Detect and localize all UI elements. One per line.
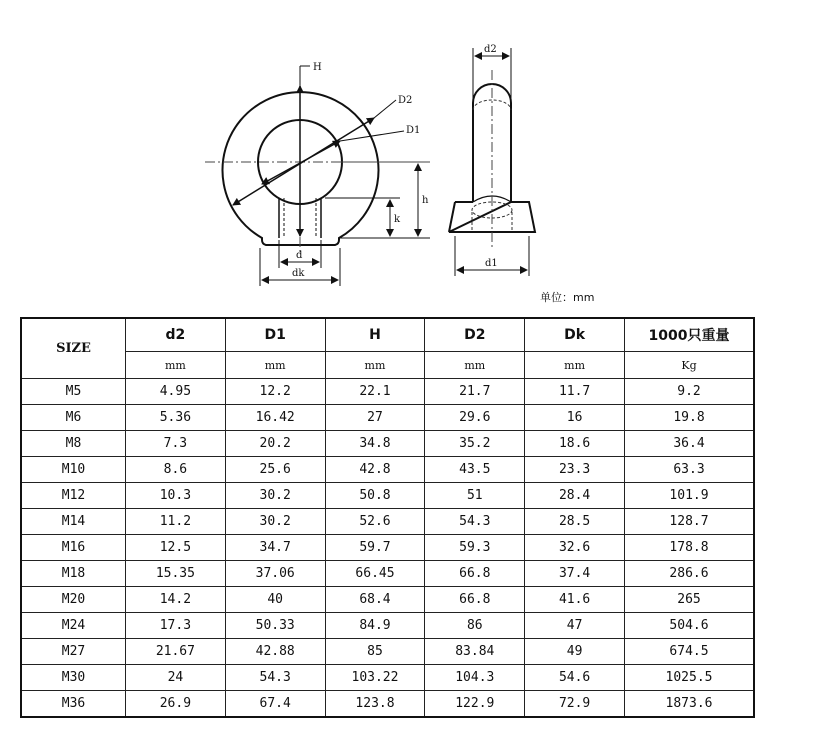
value-cell: 24 — [126, 665, 226, 691]
table-row — [21, 431, 754, 457]
value-cell: 50.8 — [325, 483, 425, 509]
value-cell: 36.4 — [625, 431, 755, 457]
unit-D2: mm — [425, 352, 525, 379]
value-cell: 18.6 — [525, 431, 625, 457]
size-cell: M12 — [21, 483, 126, 509]
value-cell: 11.7 — [525, 379, 625, 405]
value-cell: 72.9 — [525, 691, 625, 718]
value-cell: 1873.6 — [625, 691, 755, 718]
label-dk: dk — [292, 268, 305, 279]
table-row — [21, 613, 754, 639]
value-cell: 12.2 — [225, 379, 325, 405]
label-d: d — [296, 250, 303, 261]
value-cell: 52.6 — [325, 509, 425, 535]
value-cell: 47 — [525, 613, 625, 639]
value-cell: 5.36 — [126, 405, 226, 431]
value-cell: 66.45 — [325, 561, 425, 587]
table-body — [21, 379, 754, 718]
table-row — [21, 405, 754, 431]
value-cell: 59.7 — [325, 535, 425, 561]
value-cell: 23.3 — [525, 457, 625, 483]
table-row — [21, 535, 754, 561]
value-cell: 49 — [525, 639, 625, 665]
size-header: SIZE — [21, 318, 126, 379]
size-cell: M5 — [21, 379, 126, 405]
value-cell: 67.4 — [225, 691, 325, 718]
table-row — [21, 691, 754, 718]
value-cell: 20.2 — [225, 431, 325, 457]
table-row — [21, 665, 754, 691]
table-row — [21, 483, 754, 509]
size-cell: M18 — [21, 561, 126, 587]
value-cell: 51 — [425, 483, 525, 509]
value-cell: 66.8 — [425, 561, 525, 587]
col-header-H: H — [325, 318, 425, 352]
value-cell: 4.95 — [126, 379, 226, 405]
size-cell: M30 — [21, 665, 126, 691]
value-cell: 27 — [325, 405, 425, 431]
size-cell: M10 — [21, 457, 126, 483]
value-cell: 37.06 — [225, 561, 325, 587]
size-cell: M27 — [21, 639, 126, 665]
value-cell: 123.8 — [325, 691, 425, 718]
table-row — [21, 587, 754, 613]
value-cell: 1025.5 — [625, 665, 755, 691]
label-d1: d1 — [485, 258, 498, 269]
spec-table — [20, 317, 755, 718]
value-cell: 21.7 — [425, 379, 525, 405]
value-cell: 25.6 — [225, 457, 325, 483]
col-header-weight: 1000只重量 — [625, 318, 755, 352]
value-cell: 11.2 — [126, 509, 226, 535]
value-cell: 26.9 — [126, 691, 226, 718]
col-header-D2: D2 — [425, 318, 525, 352]
size-cell: M24 — [21, 613, 126, 639]
label-h: h — [422, 195, 429, 206]
value-cell: 104.3 — [425, 665, 525, 691]
front-view-centerlines — [205, 75, 430, 252]
value-cell: 12.5 — [126, 535, 226, 561]
value-cell: 50.33 — [225, 613, 325, 639]
value-cell: 54.6 — [525, 665, 625, 691]
col-header-D1: D1 — [225, 318, 325, 352]
value-cell: 122.9 — [425, 691, 525, 718]
unit-d2: mm — [126, 352, 226, 379]
size-cell: M16 — [21, 535, 126, 561]
eye-nut-technical-drawing — [0, 0, 837, 310]
label-D2: D2 — [398, 95, 413, 106]
value-cell: 9.2 — [625, 379, 755, 405]
value-cell: 66.8 — [425, 587, 525, 613]
col-header-d2: d2 — [126, 318, 226, 352]
value-cell: 28.4 — [525, 483, 625, 509]
value-cell: 504.6 — [625, 613, 755, 639]
value-cell: 34.8 — [325, 431, 425, 457]
unit-weight: Kg — [625, 352, 755, 379]
unit-H: mm — [325, 352, 425, 379]
value-cell: 42.8 — [325, 457, 425, 483]
value-cell: 35.2 — [425, 431, 525, 457]
value-cell: 84.9 — [325, 613, 425, 639]
value-cell: 86 — [425, 613, 525, 639]
table-row — [21, 379, 754, 405]
header-row — [21, 318, 754, 352]
size-cell: M8 — [21, 431, 126, 457]
value-cell: 68.4 — [325, 587, 425, 613]
size-cell: M14 — [21, 509, 126, 535]
value-cell: 54.3 — [225, 665, 325, 691]
value-cell: 128.7 — [625, 509, 755, 535]
value-cell: 42.88 — [225, 639, 325, 665]
label-k: k — [394, 214, 401, 225]
value-cell: 674.5 — [625, 639, 755, 665]
value-cell: 34.7 — [225, 535, 325, 561]
table-row — [21, 509, 754, 535]
value-cell: 32.6 — [525, 535, 625, 561]
size-cell: M6 — [21, 405, 126, 431]
table-row — [21, 561, 754, 587]
col-header-Dk: Dk — [525, 318, 625, 352]
value-cell: 40 — [225, 587, 325, 613]
value-cell: 7.3 — [126, 431, 226, 457]
value-cell: 43.5 — [425, 457, 525, 483]
value-cell: 8.6 — [126, 457, 226, 483]
size-cell: M20 — [21, 587, 126, 613]
value-cell: 29.6 — [425, 405, 525, 431]
value-cell: 14.2 — [126, 587, 226, 613]
value-cell: 19.8 — [625, 405, 755, 431]
value-cell: 28.5 — [525, 509, 625, 535]
value-cell: 59.3 — [425, 535, 525, 561]
unit-note: 单位：mm — [540, 291, 595, 304]
table-row — [21, 639, 754, 665]
value-cell: 30.2 — [225, 483, 325, 509]
value-cell: 265 — [625, 587, 755, 613]
value-cell: 41.6 — [525, 587, 625, 613]
value-cell: 83.84 — [425, 639, 525, 665]
value-cell: 101.9 — [625, 483, 755, 509]
unit-Dk: mm — [525, 352, 625, 379]
value-cell: 63.3 — [625, 457, 755, 483]
value-cell: 286.6 — [625, 561, 755, 587]
label-d2: d2 — [484, 44, 497, 55]
label-D1: D1 — [406, 125, 421, 136]
table-row — [21, 457, 754, 483]
value-cell: 17.3 — [126, 613, 226, 639]
value-cell: 178.8 — [625, 535, 755, 561]
value-cell: 16 — [525, 405, 625, 431]
value-cell: 54.3 — [425, 509, 525, 535]
label-H: H — [313, 62, 322, 73]
value-cell: 10.3 — [126, 483, 226, 509]
units-row — [21, 352, 754, 379]
value-cell: 37.4 — [525, 561, 625, 587]
value-cell: 30.2 — [225, 509, 325, 535]
value-cell: 22.1 — [325, 379, 425, 405]
value-cell: 21.67 — [126, 639, 226, 665]
unit-D1: mm — [225, 352, 325, 379]
value-cell: 16.42 — [225, 405, 325, 431]
value-cell: 15.35 — [126, 561, 226, 587]
value-cell: 103.22 — [325, 665, 425, 691]
size-cell: M36 — [21, 691, 126, 718]
value-cell: 85 — [325, 639, 425, 665]
